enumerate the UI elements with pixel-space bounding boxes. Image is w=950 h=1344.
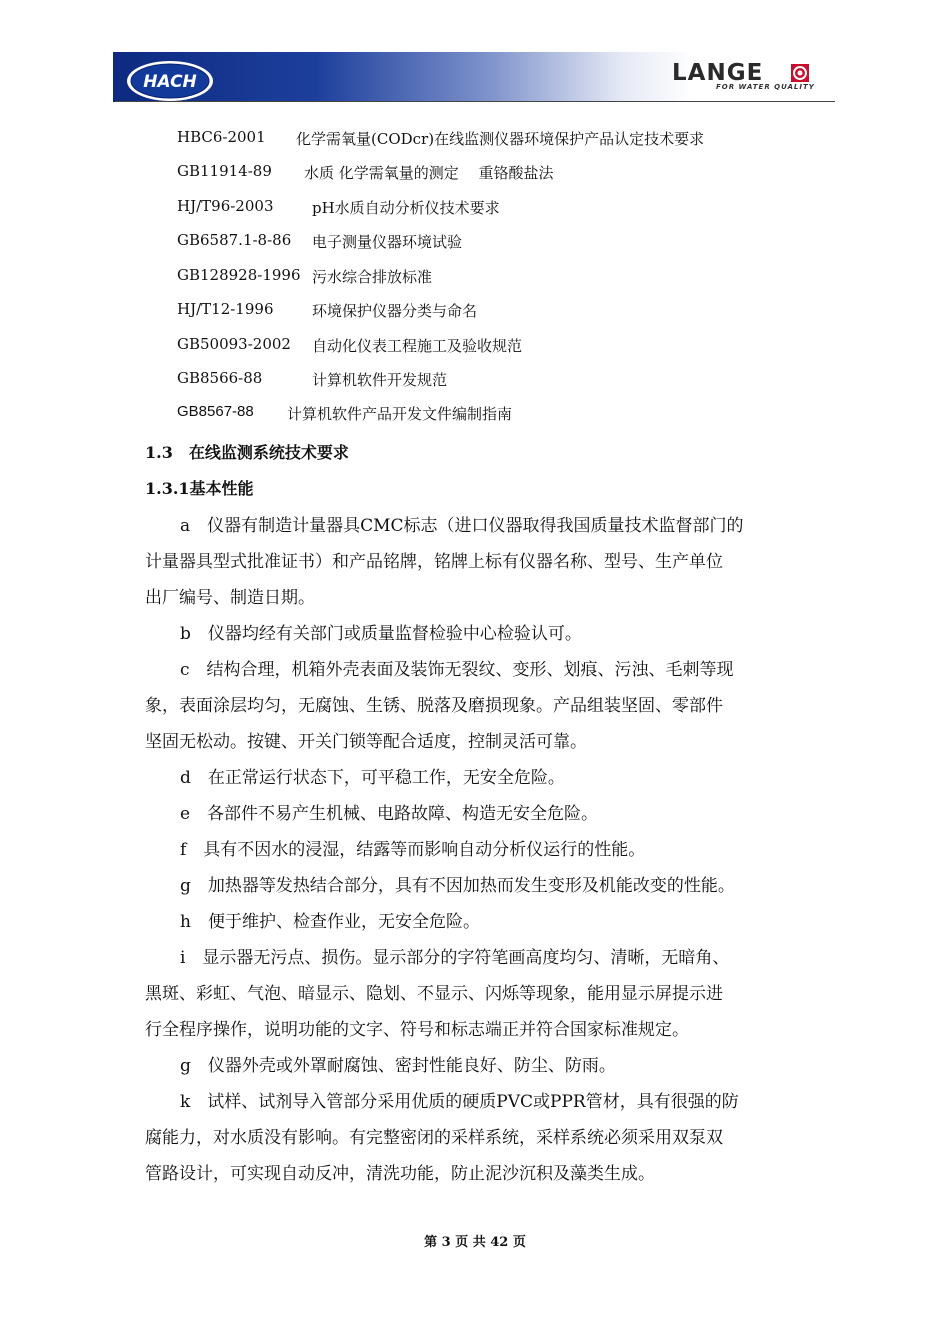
paragraph-line: e 各部件不易产生机械、电路故障、构造无安全危险。 xyxy=(180,804,599,824)
hach-logo xyxy=(126,60,214,102)
standard-code: HJ/T12-1996 xyxy=(177,300,274,318)
standard-code: GB50093-2002 xyxy=(177,335,291,353)
standard-name: 化学需氧量(CODcr)在线监测仪器环境保护产品认定技术要求 xyxy=(296,130,705,148)
standard-name: 自动化仪表工程施工及验收规范 xyxy=(312,337,523,355)
paragraph-line: c 结构合理，机箱外壳表面及装饰无裂纹、变形、划痕、污浊、毛刺等现 xyxy=(180,660,734,680)
paragraph-line: g 仪器外壳或外罩耐腐蚀、密封性能良好、防尘、防雨。 xyxy=(180,1056,616,1076)
paragraph-line: 行全程序操作，说明功能的文字、符号和标志端正并符合国家标准规定。 xyxy=(145,1020,689,1040)
paragraph-line: 计量器具型式批准证书）和产品铭牌，铭牌上标有仪器名称、型号、生产单位 xyxy=(145,552,723,572)
standard-name: 环境保护仪器分类与命名 xyxy=(312,302,478,320)
paragraph-line: 出厂编号、制造日期。 xyxy=(145,588,315,608)
lange-logo xyxy=(672,60,832,96)
standard-code: GB128928-1996 xyxy=(177,266,301,284)
standard-name: 计算机软件开发规范 xyxy=(312,371,448,389)
lange-logo-word: LANGE xyxy=(672,60,764,86)
paragraph-line: h 便于维护、检查作业，无安全危险。 xyxy=(180,912,480,932)
paragraph-line: 坚固无松动。按键、开关门锁等配合适度，控制灵活可靠。 xyxy=(145,732,587,752)
paragraph-line: k 试样、试剂导入管部分采用优质的硬质PVC或PPR管材，具有很强的防 xyxy=(180,1092,739,1112)
paragraph-line: i 显示器无污点、损伤。显示部分的字符笔画高度均匀、清晰，无暗角、 xyxy=(180,948,730,968)
header-rule xyxy=(115,101,835,102)
standard-name: pH水质自动分析仪技术要求 xyxy=(312,199,500,217)
svg-text:HACH: HACH xyxy=(143,72,197,92)
page-footer: 第 3 页 共 42 页 xyxy=(424,1235,526,1250)
standard-code: GB6587.1-8-86 xyxy=(177,231,292,249)
standard-code: GB11914-89 xyxy=(177,162,272,180)
section-heading: 1.3 在线监测系统技术要求 xyxy=(145,443,349,462)
paragraph-line: 管路设计，可实现自动反冲，清洗功能，防止泥沙沉积及藻类生成。 xyxy=(145,1164,655,1184)
standard-code: GB8567-88 xyxy=(177,403,254,420)
paragraph-line: f 具有不因水的浸湿，结露等而影响自动分析仪运行的性能。 xyxy=(180,840,646,860)
standard-name: 污水综合排放标准 xyxy=(312,268,433,286)
paragraph-line: 象，表面涂层均匀，无腐蚀、生锈、脱落及磨损现象。产品组装坚固、零部件 xyxy=(145,696,723,716)
lange-symbol-icon xyxy=(790,63,810,83)
paragraph-line: 腐能力，对水质没有影响。有完整密闭的采样系统，采样系统必须采用双泵双 xyxy=(145,1128,723,1148)
subsection-heading: 1.3.1基本性能 xyxy=(145,479,254,498)
lange-logo-tagline: FOR WATER QUALITY xyxy=(716,83,815,91)
standard-name: 水质 化学需氧量的测定 重铬酸盐法 xyxy=(304,164,554,182)
standard-code: GB8566-88 xyxy=(177,369,263,387)
paragraph-line: a 仪器有制造计量器具CMC标志（进口仪器取得我国质量技术监督部门的 xyxy=(180,516,744,536)
paragraph-line: b 仪器均经有关部门或质量监督检验中心检验认可。 xyxy=(180,624,582,644)
paragraph-line: g 加热器等发热结合部分，具有不因加热而发生变形及机能改变的性能。 xyxy=(180,876,735,896)
standard-name: 计算机软件产品开发文件编制指南 xyxy=(287,405,513,423)
standard-code: HBC6-2001 xyxy=(177,128,266,146)
paragraph-line: 黑斑、彩虹、气泡、暗显示、隐划、不显示、闪烁等现象，能用显示屏提示进 xyxy=(145,984,723,1004)
paragraph-line: d 在正常运行状态下，可平稳工作，无安全危险。 xyxy=(180,768,565,788)
standard-code: HJ/T96-2003 xyxy=(177,197,274,215)
standard-name: 电子测量仪器环境试验 xyxy=(312,233,463,251)
